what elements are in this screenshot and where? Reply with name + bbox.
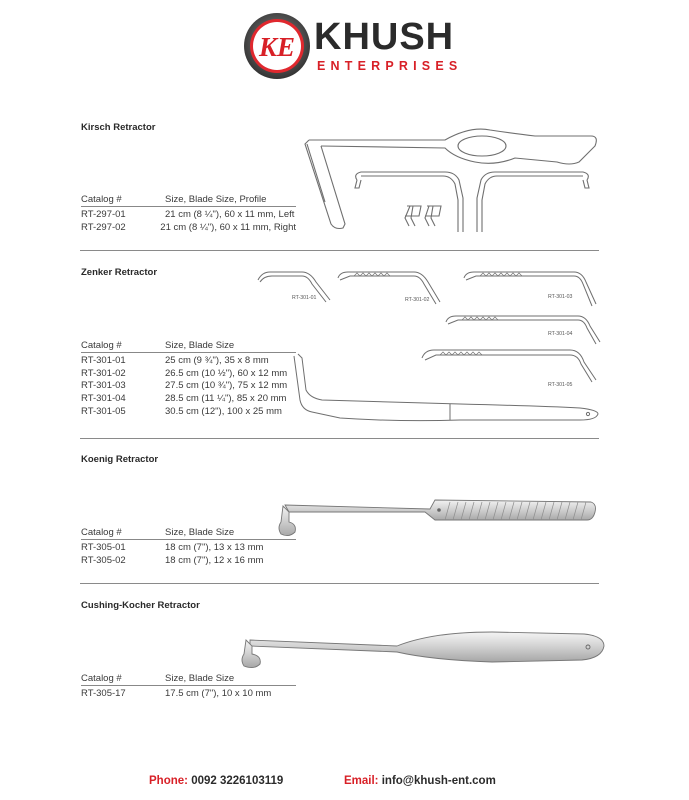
size-spec: 26.5 cm (10 ½"), 60 x 12 mm — [165, 367, 288, 379]
size-spec: 18 cm (7"), 12 x 16 mm — [165, 554, 264, 566]
section-divider — [80, 438, 599, 439]
catalog-number: RT-301-02 — [81, 367, 126, 379]
size-spec: 17.5 cm (7"), 10 x 10 mm — [165, 688, 272, 699]
catalog-number: RT-305-02 — [81, 554, 126, 566]
size-spec: 27.5 cm (10 ¾"), 75 x 12 mm — [165, 380, 288, 392]
zenker-retractor-illustration — [250, 262, 605, 432]
table-row — [81, 222, 296, 235]
blade-tag: RT-301-01 — [292, 295, 317, 301]
blade-tag: RT-301-02 — [405, 297, 430, 303]
phone-contact — [149, 775, 283, 787]
email-address[interactable]: info@khush-ent.com — [381, 775, 496, 787]
phone-number: 0092 3226103119 — [191, 775, 284, 787]
size-spec: 25 cm (9 ¾"), 35 x 8 mm — [165, 355, 269, 366]
size-spec: 30.5 cm (12"), 100 x 25 mm — [165, 405, 282, 417]
catalog-number: RT-301-05 — [81, 405, 126, 417]
phone-label: Phone: — [149, 775, 188, 787]
spec-table-koenig — [81, 527, 296, 567]
company-logo — [243, 12, 463, 82]
catalog-number: RT-301-03 — [81, 380, 126, 392]
contact-footer — [0, 775, 689, 791]
koenig-retractor-illustration — [275, 492, 600, 548]
section-title-kirsch: Kirsch Retractor — [81, 122, 156, 133]
col-size-header: Size, Blade Size — [165, 340, 235, 351]
catalog-number: RT-297-01 — [81, 209, 126, 220]
table-row — [81, 209, 296, 222]
brand-name: KHUSH — [314, 16, 455, 58]
size-spec: 21 cm (8 ¼"), 60 x 11 mm, Right — [160, 221, 296, 233]
section-divider — [80, 250, 599, 251]
section-title-koenig: Koenig Retractor — [81, 454, 159, 465]
col-size-header: Size, Blade Size, Profile — [165, 194, 267, 205]
col-catalog-header: Catalog # — [81, 673, 122, 684]
catalog-number: RT-301-04 — [81, 393, 126, 405]
size-spec: 28.5 cm (11 ¼"), 85 x 20 mm — [165, 393, 287, 405]
svg-text:KE: KE — [258, 32, 296, 62]
col-size-header: Size, Blade Size — [165, 527, 235, 538]
table-row — [81, 542, 296, 555]
col-catalog-header: Catalog # — [81, 340, 122, 351]
blade-tag: RT-301-05 — [548, 382, 573, 388]
catalog-number: RT-297-02 — [81, 221, 126, 233]
table-row — [81, 688, 296, 701]
spec-table-header — [81, 527, 296, 540]
col-catalog-header: Catalog # — [81, 194, 122, 205]
size-spec: 18 cm (7"), 13 x 13 mm — [165, 542, 264, 553]
catalog-number: RT-305-01 — [81, 542, 126, 553]
spec-table-kirsch — [81, 194, 296, 234]
section-title-zenker: Zenker Retractor — [81, 267, 158, 278]
blade-tag: RT-301-03 — [548, 294, 573, 300]
catalog-number: RT-305-17 — [81, 688, 126, 699]
catalog-number: RT-301-01 — [81, 355, 126, 366]
spec-table-cushing-kocher — [81, 673, 296, 701]
col-size-header: Size, Blade Size — [165, 673, 235, 684]
col-catalog-header: Catalog # — [81, 527, 122, 538]
table-row — [81, 555, 296, 568]
size-spec: 21 cm (8 ¼"), 60 x 11 mm, Left — [165, 209, 295, 220]
cushing-kocher-retractor-illustration — [232, 626, 607, 676]
email-label: Email: — [344, 775, 379, 787]
spec-table-header — [81, 194, 296, 207]
kirsch-retractor-illustration — [295, 122, 605, 242]
brand-subtitle: ENTERPRISES — [317, 59, 463, 73]
blade-tag: RT-301-04 — [548, 331, 573, 337]
section-title-cushing-kocher: Cushing-Kocher Retractor — [81, 600, 200, 611]
ke-seal-logo — [243, 12, 311, 80]
email-contact — [344, 775, 496, 787]
section-divider — [80, 583, 599, 584]
